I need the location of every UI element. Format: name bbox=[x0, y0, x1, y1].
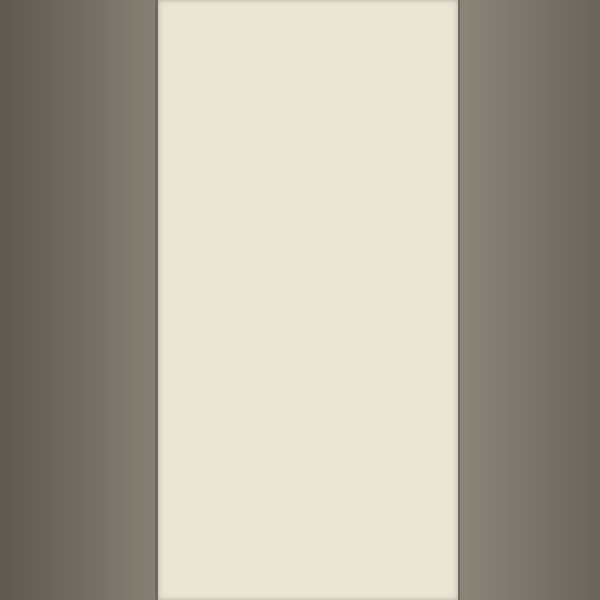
background-left bbox=[0, 0, 155, 600]
background-right bbox=[460, 0, 600, 600]
book-page bbox=[158, 0, 458, 600]
table-of-contents bbox=[178, 38, 442, 66]
